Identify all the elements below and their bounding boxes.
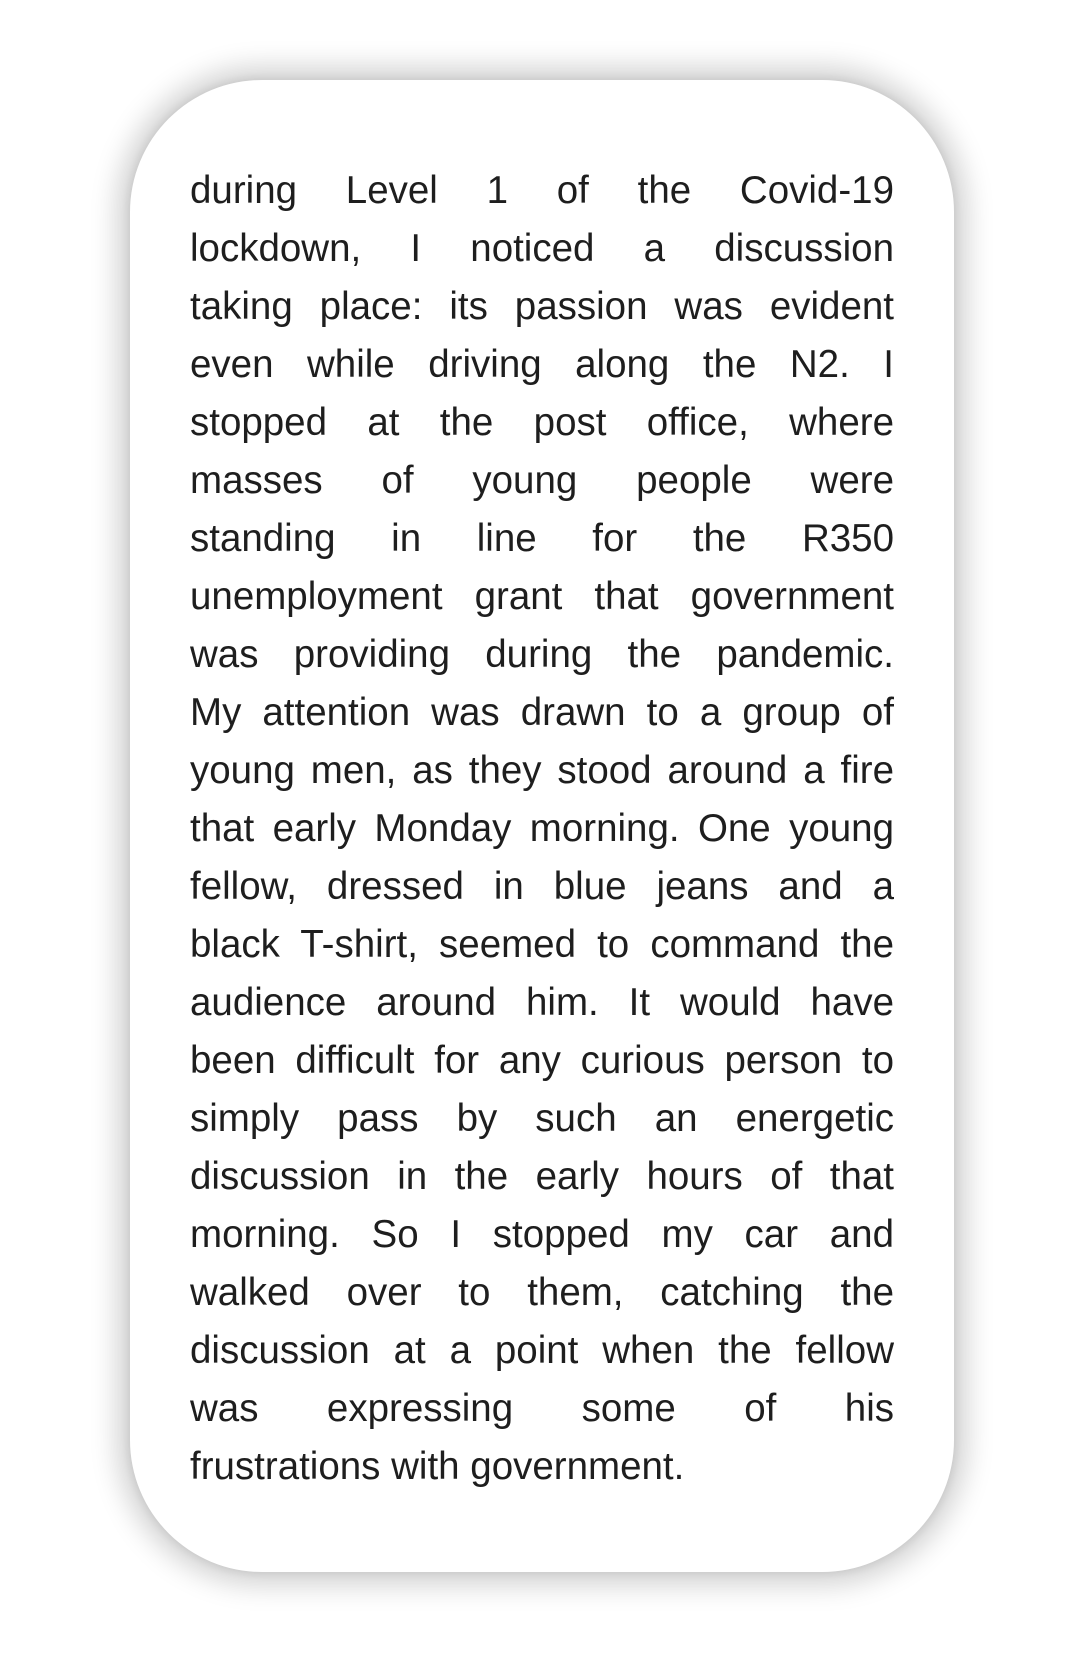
text-line: during Level 1 of the Covid-19: [190, 169, 894, 212]
text-line: was expressing some of his: [190, 1387, 894, 1430]
body-paragraph: [190, 162, 894, 1496]
text-line: young men, as they stood around a fire: [190, 749, 894, 792]
text-line: unemployment grant that government: [190, 575, 894, 618]
text-line: simply pass by such an energetic: [190, 1097, 894, 1140]
text-line: was providing during the pandemic.: [190, 633, 894, 676]
text-line: taking place: its passion was evident: [190, 285, 894, 328]
text-line: frustrations with government.: [190, 1445, 685, 1488]
text-line: audience around him. It would have: [190, 981, 894, 1024]
text-line: lockdown, I noticed a discussion: [190, 227, 894, 270]
text-line: been difficult for any curious person to: [190, 1039, 894, 1082]
text-line: that early Monday morning. One young: [190, 807, 894, 850]
text-line: discussion in the early hours of that: [190, 1155, 894, 1198]
text-line: even while driving along the N2. I: [190, 343, 894, 386]
text-line: discussion at a point when the fellow: [190, 1329, 894, 1372]
text-line: black T-shirt, seemed to command the: [190, 923, 894, 966]
text-line: fellow, dressed in blue jeans and a: [190, 865, 894, 908]
text-line: My attention was drawn to a group of: [190, 691, 894, 734]
text-line: morning. So I stopped my car and: [190, 1213, 894, 1256]
text-line: standing in line for the R350: [190, 517, 894, 560]
text-line: masses of young people were: [190, 459, 894, 502]
text-line: walked over to them, catching the: [190, 1271, 894, 1314]
text-line: stopped at the post office, where: [190, 401, 894, 444]
